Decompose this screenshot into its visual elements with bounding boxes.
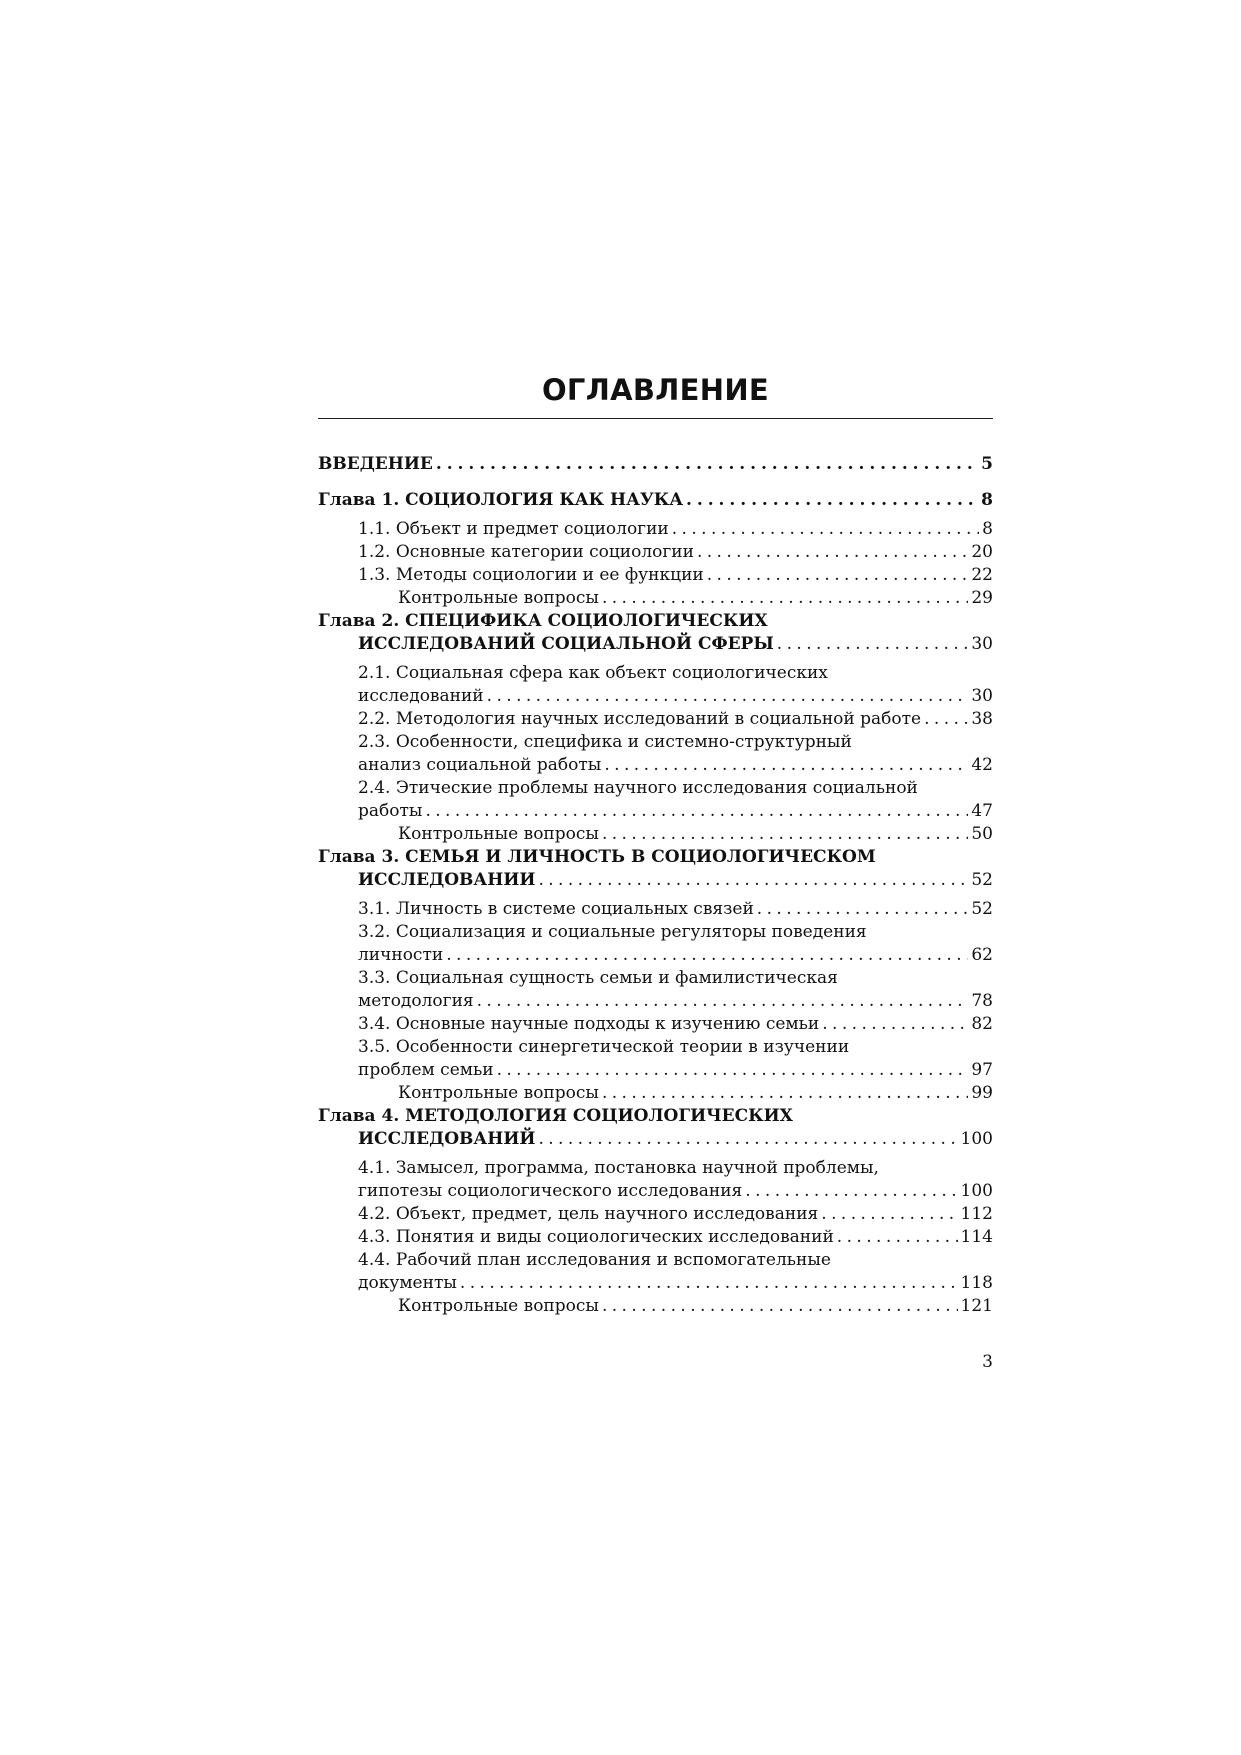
page-number: 52 — [971, 899, 993, 919]
toc-section-1-2[interactable] — [318, 541, 993, 564]
dot-leader — [745, 1180, 957, 1203]
toc-entry-title: 3.3. Социальная сущность семьи и фамилистическая — [358, 968, 838, 988]
dot-leader — [446, 944, 968, 967]
page-number: 8 — [982, 519, 993, 539]
toc-control-questions-3[interactable] — [318, 1082, 993, 1105]
page-number: 38 — [971, 709, 993, 729]
page-number: 121 — [960, 1296, 993, 1316]
page-number: 112 — [960, 1204, 993, 1224]
toc-entry-introduction[interactable] — [318, 453, 993, 476]
toc-entry-title: Контрольные вопросы — [398, 588, 599, 608]
toc-entry-title: 2.4. Этические проблемы научного исследования социальной — [358, 778, 918, 798]
toc-entry-title: Контрольные вопросы — [398, 1083, 599, 1103]
dot-leader — [436, 453, 978, 476]
toc-entry-title: 1.2. Основные категории социологии — [358, 542, 694, 562]
toc-section-4-3[interactable] — [318, 1226, 993, 1249]
page-number: 114 — [960, 1227, 993, 1247]
dot-leader — [497, 1059, 969, 1082]
toc-entry-title: 1.1. Объект и предмет социологии — [358, 519, 669, 539]
toc-section-2-3-line2[interactable] — [318, 754, 993, 777]
table-of-contents — [318, 453, 993, 1318]
toc-section-3-5-line2[interactable] — [318, 1059, 993, 1082]
toc-entry-title: 3.1. Личность в системе социальных связей — [358, 899, 754, 919]
toc-entry-title: документы — [358, 1273, 457, 1293]
dot-leader — [821, 1203, 957, 1226]
toc-section-2-3-line1[interactable] — [318, 731, 993, 754]
toc-entry-title: 1.3. Методы социологии и ее функции — [358, 565, 704, 585]
page-number: 118 — [960, 1273, 993, 1293]
toc-section-3-3-line1[interactable] — [318, 967, 993, 990]
page-number: 47 — [971, 801, 993, 821]
dot-leader — [924, 708, 968, 731]
toc-section-1-1[interactable] — [318, 518, 993, 541]
dot-leader — [686, 489, 978, 512]
page-number: 29 — [971, 588, 993, 608]
toc-section-3-2-line2[interactable] — [318, 944, 993, 967]
toc-section-2-1-line1[interactable] — [318, 662, 993, 685]
toc-entry-title: 3.2. Социализация и социальные регуляторы поведения — [358, 922, 867, 942]
toc-entry-title: исследований — [358, 686, 484, 706]
toc-chapter-3-line2[interactable] — [318, 869, 993, 892]
page-number: 100 — [960, 1181, 993, 1201]
page-number: 78 — [971, 991, 993, 1011]
toc-section-3-3-line2[interactable] — [318, 990, 993, 1013]
toc-entry-title: 2.2. Методология научных исследований в социальной работе — [358, 709, 922, 729]
page-number: 82 — [971, 1014, 993, 1034]
toc-entry-title: гипотезы социологического исследования — [358, 1181, 743, 1201]
toc-chapter-1[interactable] — [318, 489, 993, 512]
toc-chapter-3-line1[interactable] — [318, 846, 993, 869]
page-number: 30 — [971, 634, 993, 654]
toc-entry-title: Глава 4. МЕТОДОЛОГИЯ СОЦИОЛОГИЧЕСКИХ — [318, 1106, 793, 1126]
toc-section-2-4-line1[interactable] — [318, 777, 993, 800]
dot-leader — [487, 685, 969, 708]
toc-section-3-5-line1[interactable] — [318, 1036, 993, 1059]
dot-leader — [602, 1295, 958, 1318]
toc-entry-title: 4.4. Рабочий план исследования и вспомогательные — [358, 1250, 831, 1270]
toc-entry-title: ИССЛЕДОВАНИЙ — [358, 1129, 536, 1149]
dot-leader — [672, 518, 979, 541]
toc-entry-title: Контрольные вопросы — [398, 824, 599, 844]
page-number: 5 — [981, 454, 993, 474]
dot-leader — [822, 1013, 968, 1036]
toc-control-questions-1[interactable] — [318, 587, 993, 610]
toc-entry-title: 4.2. Объект, предмет, цель научного исследования — [358, 1204, 819, 1224]
toc-section-3-1[interactable] — [318, 898, 993, 921]
toc-section-4-4-line2[interactable] — [318, 1272, 993, 1295]
dot-leader — [602, 1082, 968, 1105]
dot-leader — [837, 1226, 958, 1249]
dot-leader — [707, 564, 969, 587]
toc-section-2-4-line2[interactable] — [318, 800, 993, 823]
page-number: 97 — [971, 1060, 993, 1080]
toc-section-4-2[interactable] — [318, 1203, 993, 1226]
page-number: 42 — [971, 755, 993, 775]
page-number: 22 — [971, 565, 993, 585]
toc-control-questions-2[interactable] — [318, 823, 993, 846]
dot-leader — [602, 587, 968, 610]
dot-leader — [777, 633, 969, 656]
toc-control-questions-4[interactable] — [318, 1295, 993, 1318]
page-number: 50 — [971, 824, 993, 844]
toc-section-3-2-line1[interactable] — [318, 921, 993, 944]
toc-entry-title: Контрольные вопросы — [398, 1296, 599, 1316]
dot-leader — [460, 1272, 958, 1295]
toc-section-4-1-line2[interactable] — [318, 1180, 993, 1203]
toc-section-2-1-line2[interactable] — [318, 685, 993, 708]
folio-page-number: 3 — [982, 1352, 993, 1372]
toc-entry-title: 2.1. Социальная сфера как объект социологических — [358, 663, 828, 683]
toc-entry-title: 4.1. Замысел, программа, постановка научной проблемы, — [358, 1158, 879, 1178]
toc-entry-title: ВВЕДЕНИЕ — [318, 454, 433, 474]
toc-chapter-4-line2[interactable] — [318, 1128, 993, 1151]
page-number: 30 — [971, 686, 993, 706]
page-number: 62 — [971, 945, 993, 965]
dot-leader — [538, 1128, 957, 1151]
dot-leader — [538, 869, 968, 892]
page-title: ОГЛАВЛЕНИЕ — [541, 373, 769, 407]
toc-entry-title: 4.3. Понятия и виды социологических исследований — [358, 1227, 834, 1247]
dot-leader — [757, 898, 969, 921]
toc-section-1-3[interactable] — [318, 564, 993, 587]
dot-leader — [602, 823, 968, 846]
page-number: 20 — [971, 542, 993, 562]
title-rule — [318, 418, 993, 419]
toc-entry-title: проблем семьи — [358, 1060, 494, 1080]
toc-entry-title: методология — [358, 991, 474, 1011]
toc-section-4-1-line1[interactable] — [318, 1157, 993, 1180]
toc-section-2-2[interactable] — [318, 708, 993, 731]
page-number: 8 — [981, 490, 993, 510]
toc-chapter-4-line1[interactable] — [318, 1105, 993, 1128]
dot-leader — [425, 800, 968, 823]
page-number: 52 — [971, 870, 993, 890]
page-number: 99 — [971, 1083, 993, 1103]
toc-entry-title: Глава 3. СЕМЬЯ И ЛИЧНОСТЬ В СОЦИОЛОГИЧЕСКОМ — [318, 847, 876, 867]
toc-entry-title: 2.3. Особенности, специфика и системно-структурный — [358, 732, 852, 752]
toc-chapter-2-line2[interactable] — [318, 633, 993, 656]
toc-chapter-2-line1[interactable] — [318, 610, 993, 633]
dot-leader — [477, 990, 969, 1013]
toc-entry-title: Глава 2. СПЕЦИФИКА СОЦИОЛОГИЧЕСКИХ — [318, 611, 768, 631]
toc-entry-title: 3.5. Особенности синергетической теории в изучении — [358, 1037, 850, 1057]
toc-entry-title: работы — [358, 801, 423, 821]
toc-entry-title: Глава 1. СОЦИОЛОГИЯ КАК НАУКА — [318, 490, 684, 510]
toc-entry-title: личности — [358, 945, 444, 965]
toc-entry-title: анализ социальной работы — [358, 755, 602, 775]
toc-section-3-4[interactable] — [318, 1013, 993, 1036]
toc-entry-title: ИССЛЕДОВАНИИ — [358, 870, 536, 890]
toc-section-4-4-line1[interactable] — [318, 1249, 993, 1272]
toc-entry-title: ИССЛЕДОВАНИЙ СОЦИАЛЬНОЙ СФЕРЫ — [358, 634, 774, 654]
dot-leader — [697, 541, 968, 564]
toc-entry-title: 3.4. Основные научные подходы к изучению семьи — [358, 1014, 820, 1034]
dot-leader — [604, 754, 968, 777]
page-number: 100 — [960, 1129, 993, 1149]
